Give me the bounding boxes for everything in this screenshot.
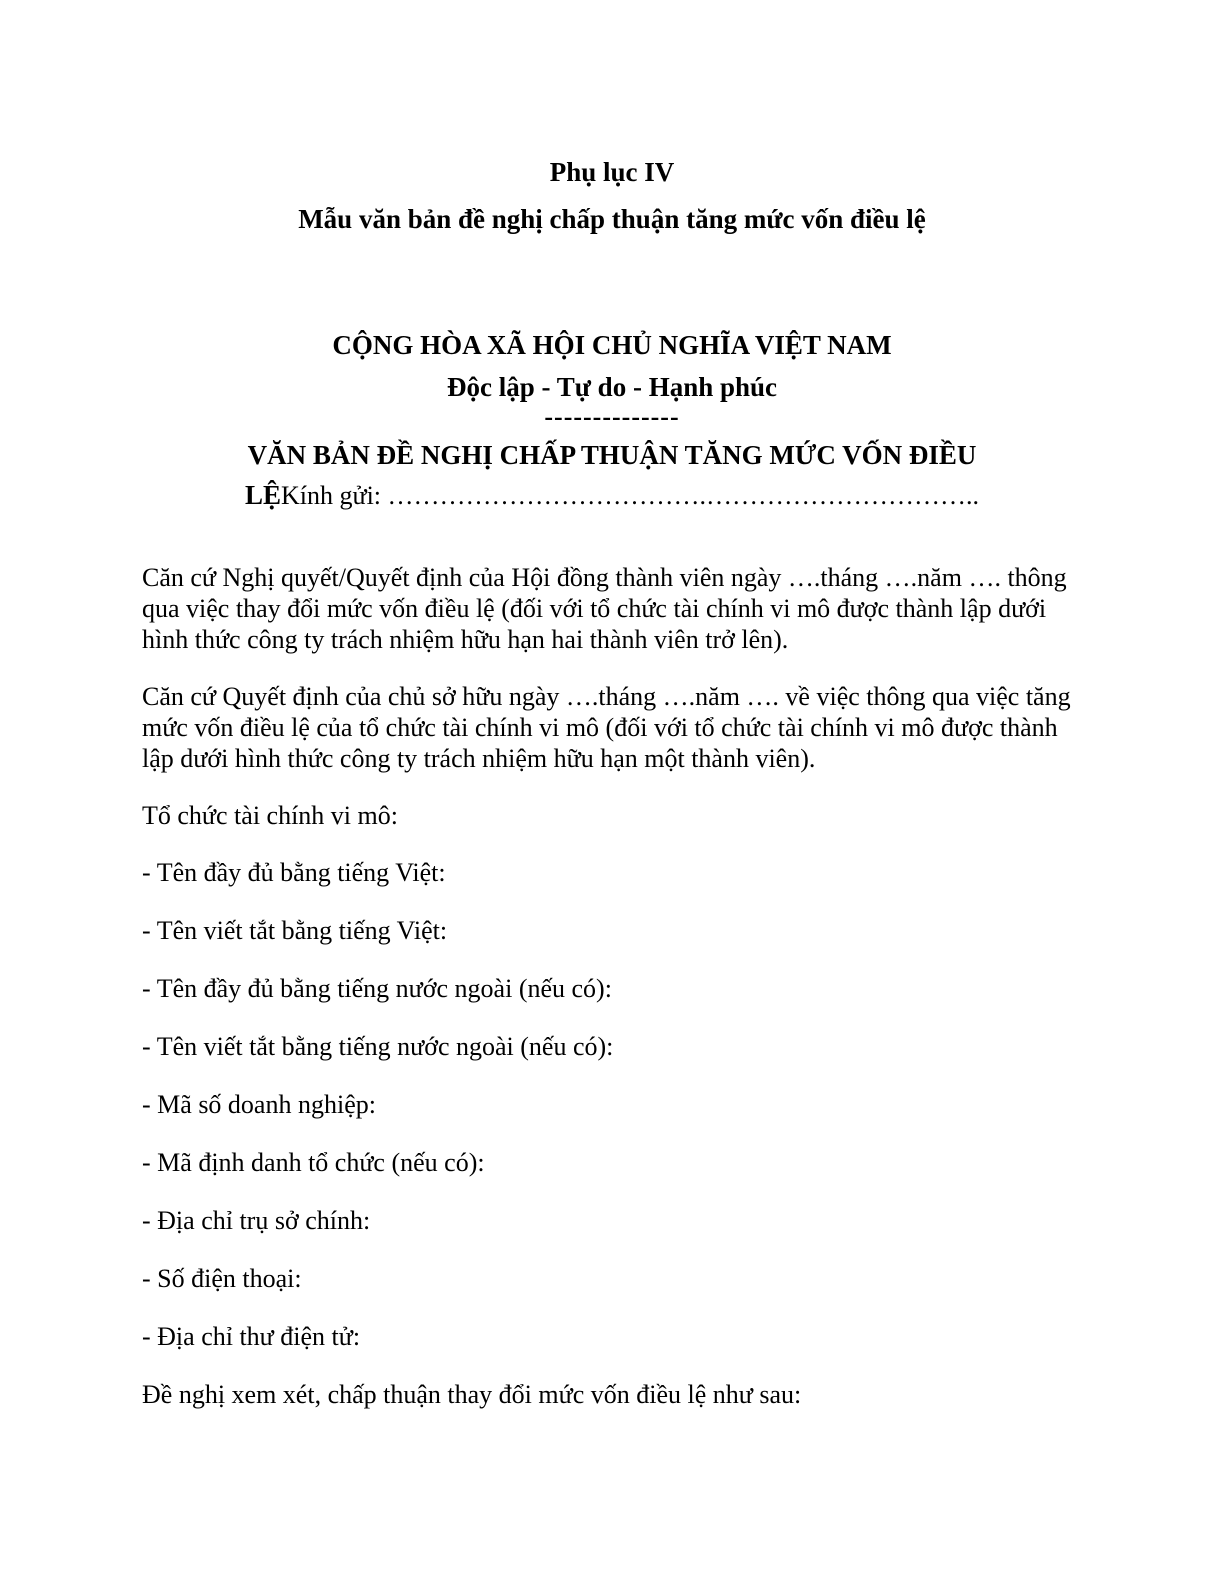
appendix-subtitle: Mẫu văn bản đề nghị chấp thuận tăng mức vốn điều lệ [298, 204, 926, 234]
document-title-block [142, 435, 1082, 516]
separator-dashes: -------------- [544, 402, 680, 431]
salutation-line: Kính gửi: ……………………………….………………………….. [280, 481, 980, 510]
national-header-motto: Độc lập - Tự do - Hạnh phúc [446, 372, 778, 402]
national-header-country: CỘNG HÒA XÃ HỘI CHỦ NGHĨA VIỆT NAM [332, 330, 892, 360]
field-enterprise-code: - Mã số doanh nghiệp: [142, 1090, 376, 1119]
document-title-line1: VĂN BẢN ĐỀ NGHỊ CHẤP THUẬN TĂNG MỨC VỐN ĐIỀU [247, 440, 977, 470]
appendix-title: Phụ lục IV [549, 157, 675, 187]
field-abbreviated-name-vietnamese: - Tên viết tắt bằng tiếng Việt: [142, 916, 448, 945]
field-email-address: - Địa chỉ thư điện tử: [142, 1322, 361, 1351]
document-title-line2-bold: LỆ [244, 480, 281, 510]
closing-paragraph: Đề nghị xem xét, chấp thuận thay đổi mức vốn điều lệ như sau: [142, 1380, 802, 1409]
field-phone-number: - Số điện thoại: [142, 1264, 302, 1293]
paragraph-can-cu-1: Căn cứ Nghị quyết/Quyết định của Hội đồng thành viên ngày ….tháng ….năm …. thông qua việc thay đổi mức vốn điều lệ (đối với tổ chức tài chính vi mô được thành lập dưới hình thức công ty trách nhiệm hữu hạn hai thành viên trở lên). [142, 563, 1067, 654]
field-organization-id: - Mã định danh tổ chức (nếu có): [142, 1148, 485, 1177]
paragraph-org-intro: Tổ chức tài chính vi mô: [142, 801, 398, 830]
document-title-line2 [142, 475, 1082, 516]
field-head-office-address: - Địa chỉ trụ sở chính: [142, 1206, 371, 1235]
paragraph-can-cu-2: Căn cứ Quyết định của chủ sở hữu ngày ….tháng ….năm …. về việc thông qua việc tăng mức vốn điều lệ của tổ chức tài chính vi mô (đối với tổ chức tài chính vi mô được thành lập dưới hình thức công ty trách nhiệm hữu hạn một thành viên). [142, 682, 1071, 773]
field-full-name-foreign: - Tên đầy đủ bằng tiếng nước ngoài (nếu có): [142, 974, 612, 1003]
field-full-name-vietnamese: - Tên đầy đủ bằng tiếng Việt: [142, 858, 446, 887]
field-abbreviated-name-foreign: - Tên viết tắt bằng tiếng nước ngoài (nếu có): [142, 1032, 614, 1061]
